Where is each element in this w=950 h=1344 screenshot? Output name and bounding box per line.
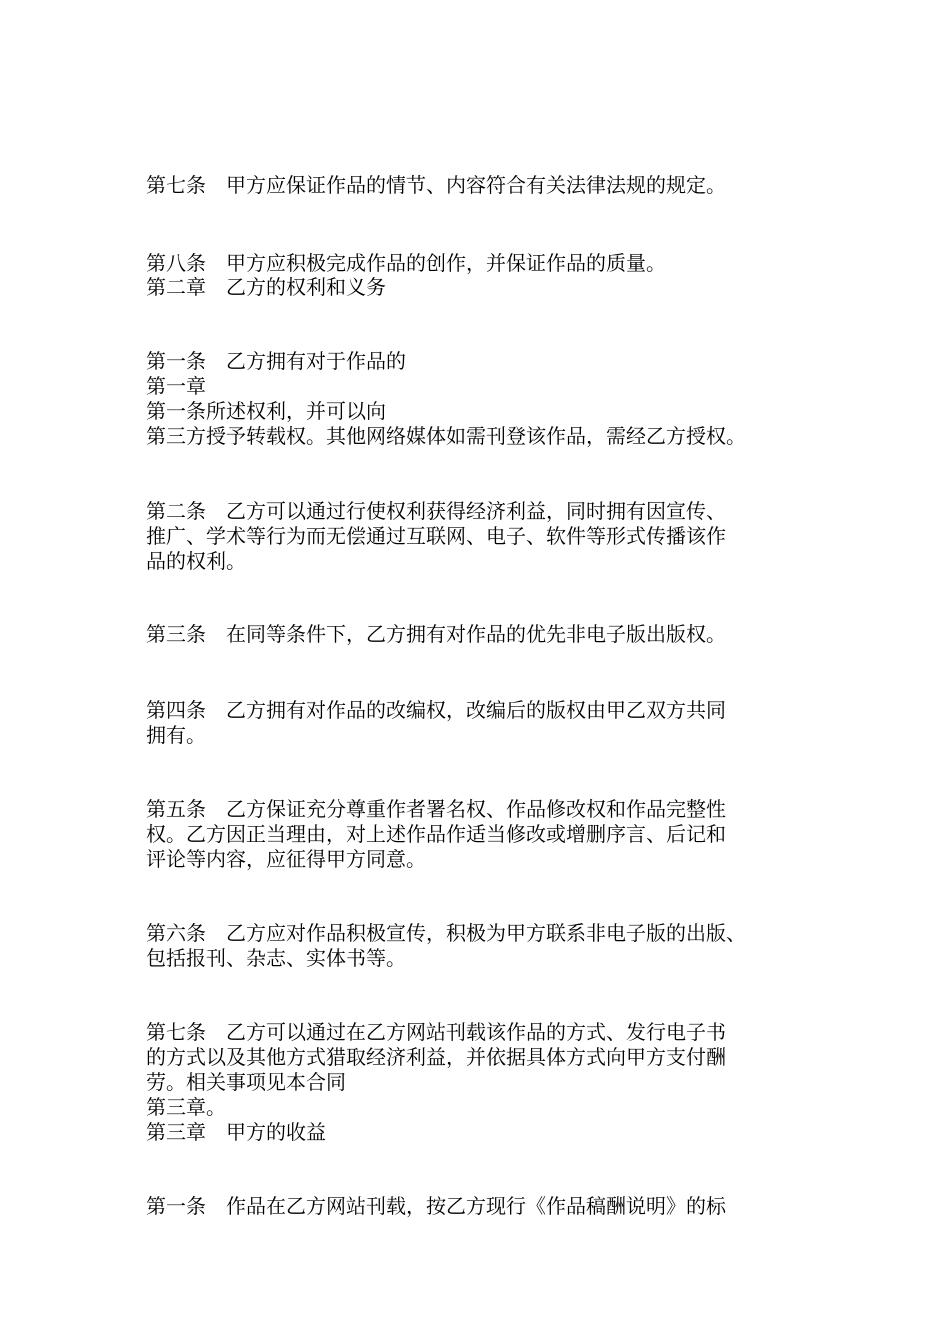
chapter-2-article-7-line-3: 劳。相关事项见本合同 xyxy=(146,1070,346,1094)
chapter-2-article-2-line-1: 第二条 乙方可以通过行使权利获得经济利益，同时拥有因宣传、 xyxy=(146,499,726,523)
chapter-2-article-6-line-2: 包括报刊、杂志、实体书等。 xyxy=(146,946,406,970)
chapter-2-article-3-line: 第三条 在同等条件下，乙方拥有对作品的优先非电子版出版权。 xyxy=(146,622,726,646)
article-7-party-a-line: 第七条 甲方应保证作品的情节、内容符合有关法律法规的规定。 xyxy=(146,173,726,197)
chapter-2-article-1-line-2: 第一章 xyxy=(146,374,206,398)
chapter-2-article-1-line-1: 第一条 乙方拥有对于作品的 xyxy=(146,349,406,373)
chapter-2-article-1-line-3: 第一条所述权利，并可以向 xyxy=(146,399,386,423)
chapter-3-heading: 第三章 甲方的收益 xyxy=(146,1120,326,1144)
chapter-2-heading: 第二章 乙方的权利和义务 xyxy=(146,275,386,299)
chapter-2-article-6-line-1: 第六条 乙方应对作品积极宣传，积极为甲方联系非电子版的出版、 xyxy=(146,921,746,945)
chapter-2-article-4-line-1: 第四条 乙方拥有对作品的改编权，改编后的版权由甲乙双方共同 xyxy=(146,698,726,722)
chapter-2-article-1-line-4: 第三方授予转载权。其他网络媒体如需刊登该作品，需经乙方授权。 xyxy=(146,424,746,448)
chapter-2-article-5-line-2: 权。乙方因正当理由，对上述作品作适当修改或增删序言、后记和 xyxy=(146,822,726,846)
chapter-2-article-2-line-2: 推广、学术等行为而无偿通过互联网、电子、软件等形式传播该作 xyxy=(146,524,726,548)
chapter-2-article-7-line-4: 第三章。 xyxy=(146,1095,226,1119)
chapter-2-article-7-line-1: 第七条 乙方可以通过在乙方网站刊载该作品的方式、发行电子书 xyxy=(146,1020,726,1044)
chapter-2-article-5-line-1: 第五条 乙方保证充分尊重作者署名权、作品修改权和作品完整性 xyxy=(146,797,726,821)
chapter-2-article-2-line-3: 品的权利。 xyxy=(146,549,246,573)
chapter-2-article-7-line-2: 的方式以及其他方式猎取经济利益，并依据具体方式向甲方支付酬 xyxy=(146,1045,726,1069)
chapter-2-article-4-line-2: 拥有。 xyxy=(146,723,206,747)
article-8-party-a-line: 第八条 甲方应积极完成作品的创作，并保证作品的质量。 xyxy=(146,251,666,275)
chapter-2-article-5-line-3: 评论等内容，应征得甲方同意。 xyxy=(146,847,426,871)
chapter-3-article-1-line: 第一条 作品在乙方网站刊载，按乙方现行《作品稿酬说明》的标 xyxy=(146,1194,726,1218)
